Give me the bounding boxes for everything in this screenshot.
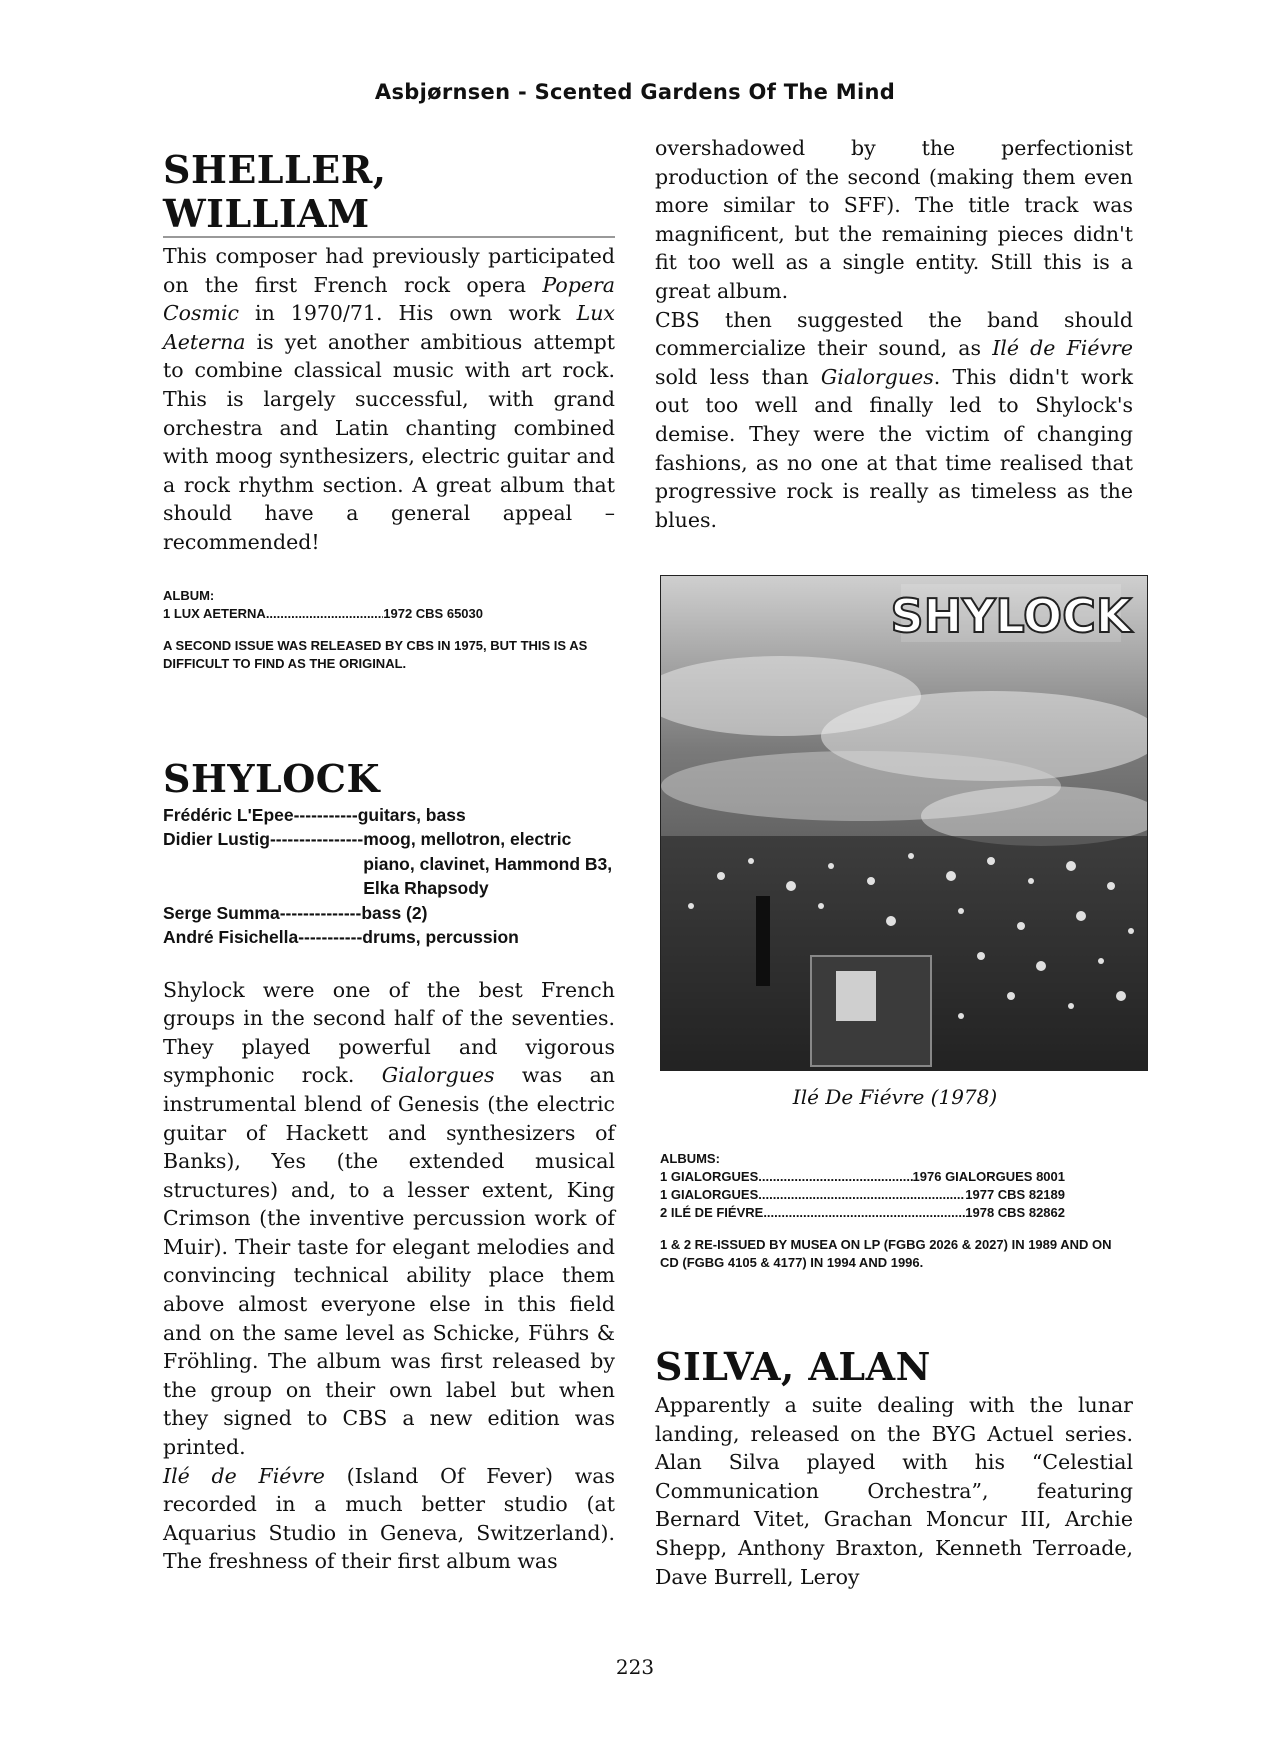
album-info: 1972 CBS 65030 (383, 605, 483, 621)
left-column (163, 148, 615, 1576)
leader-dashes: ----------- (298, 927, 363, 948)
leader-dashes: ---------------- (269, 829, 364, 850)
album-title: 1 GIALORGUES (660, 1169, 759, 1184)
shylock-reissue-note: 1 & 2 RE-ISSUED BY MUSEA ON LP (FGBG 2026 & 2027) IN 1989 AND ON CD (FGBG 4105 & 4177) IN 1994 AND 1996. (660, 1237, 1112, 1270)
album-title-italic: Gialorgues (381, 1063, 495, 1088)
leader-dashes: -------------- (279, 902, 362, 923)
lineup-row (163, 925, 615, 950)
album-title-italic: Lux Aeterna (163, 301, 615, 354)
shylock-album-heading: ALBUMS: (660, 1151, 720, 1166)
album-title-italic: Popera Cosmic (163, 272, 615, 326)
silva-body: Apparently a suite dealing with the lunar landing, released on the BYG Actuel series. Alan Silva played with his “Celestial Communication Orchestra”, featuring Bernard Vitet, Grachan Moncur III, Archie Shepp, Anthony Braxton, Kenneth Terroade, Dave Burrell, Leroy (655, 1393, 1133, 1589)
shylock-logo (890, 584, 1133, 643)
entry-title-sheller: SHELLER, WILLIAM (163, 148, 615, 238)
text-span: sold less than (655, 364, 821, 389)
entry-title-shylock: SHYLOCK (163, 755, 381, 801)
instruments: guitars, bass (357, 804, 466, 825)
sheller-note: A SECOND ISSUE WAS RELEASED BY CBS IN 1975, BUT THIS IS AS DIFFICULT TO FIND AS THE ORIGINAL. (163, 637, 588, 671)
lineup-row (163, 827, 615, 901)
entry-title-silva: SILVA, ALAN (655, 1344, 931, 1389)
instruments: moog, mellotron, electric piano, clavinet, Hammond B3, Elka Rhapsody (363, 829, 613, 899)
text-span: CBS then suggested the band should commercialize their sound, as (655, 307, 1133, 361)
discography-row (660, 1168, 1065, 1186)
album-title: 1 LUX AETERNA (163, 605, 266, 621)
text-span: was an instrumental blend of Genesis (the electric guitar of Hackett and synthesizers of Banks), Yes (the extended musical structures) and, to a lesser extent, King Crimson (the inventive percussion work of Muir). Their taste for elegant melodies and convincing technical ability place them above almost everyone else in this field and on the same level as Schicke, Führs & Fröhling. The album was first released by the group on their own label but when they signed to CBS a new edition was printed. (163, 1063, 616, 1460)
cover-logo-text: SHYLOCK (890, 589, 1132, 643)
leader-dots (763, 1204, 965, 1222)
album-cover-image (660, 575, 1148, 1071)
shylock-discography (660, 1150, 1130, 1272)
cover-artwork (661, 576, 1147, 1070)
leader-dots (758, 1168, 912, 1186)
silva-entry (655, 1345, 1133, 1591)
lineup-row (163, 803, 615, 828)
album-title: 1 GIALORGUES (660, 1187, 759, 1202)
musician-name: Serge Summa (163, 902, 280, 923)
album-info: 1978 CBS 82862 (965, 1205, 1065, 1220)
instruments: bass (2) (361, 902, 428, 923)
running-header: Asbjørnsen - Scented Gardens Of The Mind (374, 80, 896, 104)
text-span: This composer had previously participated on the first French rock opera (163, 244, 615, 297)
album-info: 1977 CBS 82189 (965, 1187, 1065, 1202)
discography-row (660, 1204, 1065, 1222)
text-span: (Island Of Fever) was recorded in a much better studio (at Aquarius Studio in Geneva, Switzerland). The freshness of their first album was (163, 1463, 616, 1574)
paragraph-continued: overshadowed by the perfectionist production of the second (making them even more similar to SFF). The title track was magnificent, but the remaining pieces didn't fit too well as a single entity. Still this is a great album. (655, 136, 1133, 303)
sheller-body (163, 242, 615, 557)
text-span: . This didn't work out too well and finally led to Shylock's demise. They were the victim of changing fashions, as no one at that time realised that progressive rock is really as timeless as the blues. (655, 364, 1133, 532)
album-title: 2 ILÉ DE FIÉVRE (660, 1205, 764, 1220)
album-title-italic: Ilé de Fiévre (163, 1463, 325, 1488)
lineup-row (163, 901, 615, 926)
text-span: in 1970/71. His own work (239, 301, 577, 326)
page-number: 223 (615, 1655, 655, 1679)
sheller-album-heading: ALBUM: (163, 587, 215, 603)
leader-dots (758, 1186, 965, 1204)
leader-dashes: ----------- (293, 804, 358, 825)
text-span: Shylock were one of the best French groups in the second half of the seventies. They played powerful and vigorous symphonic rock. (163, 977, 615, 1088)
right-column (655, 134, 1133, 534)
instruments: drums, percussion (362, 927, 519, 948)
cover-caption: Ilé De Fiévre (1978) (792, 1085, 998, 1109)
album-title-italic: Ilé de Fiévre (992, 336, 1133, 361)
shylock-body-continued (655, 134, 1133, 534)
text-span: is yet another ambitious attempt to combine classical music with art rock. This is largely successful, with grand orchestra and Latin chanting combined with moog synthesizers, electric guitar and a rock rhythm section. A great album that should have a general appeal – recommended! (163, 329, 615, 554)
discography-row (163, 605, 483, 623)
musician-name: André Fisichella (163, 927, 299, 948)
shylock-lineup (163, 803, 615, 950)
shylock-body (163, 976, 615, 1576)
musician-name: Didier Lustig (163, 829, 270, 850)
musician-name: Frédéric L'Epee (163, 804, 294, 825)
discography-row (660, 1186, 1065, 1204)
album-info: 1976 GIALORGUES 8001 (912, 1169, 1065, 1184)
album-title-italic: Gialorgues (820, 364, 934, 389)
leader-dots (266, 605, 383, 623)
